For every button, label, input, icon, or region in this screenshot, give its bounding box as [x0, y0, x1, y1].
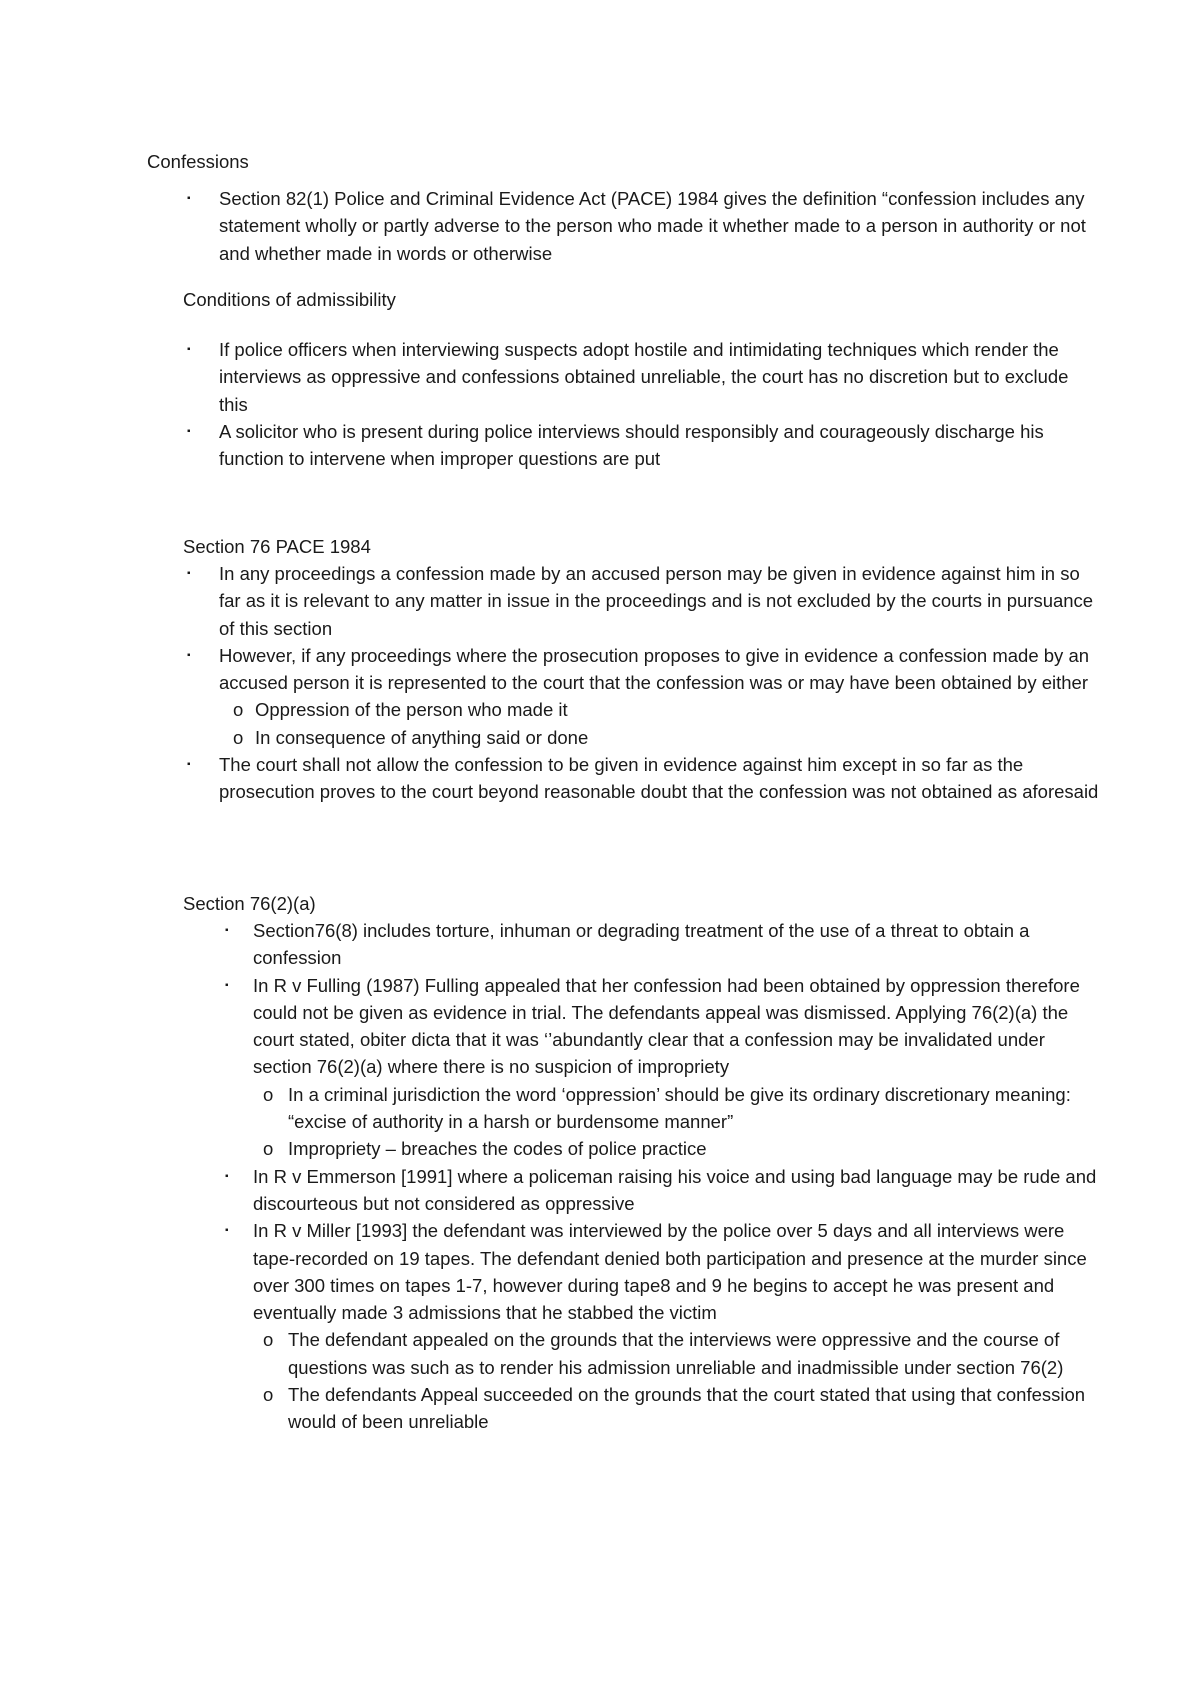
- list-item-text: In R v Fulling (1987) Fulling appealed that her confession had been obtained by oppression therefore could not be given as evidence in trial. The defendants appeal was dismissed. Applying 76(2)(a) the court stated, obiter dicta that it was ‘’abundantly clear that a confession may be invalidated under section 76(2)(a) where there is no suspicion of impropriety: [253, 974, 1080, 1078]
- circle-bullet-icon: o: [263, 1384, 274, 1406]
- sub-list-item-text: The defendant appealed on the grounds that the interviews were oppressive and the course of questions was such as to render his admission unreliable and inadmissible under section 76(2): [288, 1329, 1064, 1378]
- list-item-text: The court shall not allow the confession to be given in evidence against him except in so far as the prosecution proves to the court beyond reasonable doubt that the confession was not obtained as aforesaid: [219, 754, 1099, 803]
- square-bullet-icon: ▪: [187, 759, 191, 771]
- list-item-text: In any proceedings a confession made by an accused person may be given in evidence against him in so far as it is relevant to any matter in issue in the proceedings and is not excluded by the courts in pursuance of this section: [219, 563, 1094, 639]
- list-item-text: If police officers when interviewing suspects adopt hostile and intimidating techniques which render the interviews as oppressive and confessions obtained unreliable, the court has no discretion but to exclude this: [219, 339, 1069, 415]
- list-item: [183, 751, 1099, 806]
- circle-bullet-icon: o: [233, 726, 244, 748]
- square-bullet-icon: ▪: [225, 925, 229, 936]
- square-bullet-icon: ▪: [225, 1170, 229, 1182]
- section-76-list: [183, 560, 1099, 806]
- square-bullet-icon: ▪: [225, 979, 229, 991]
- square-bullet-icon: ▪: [225, 1225, 229, 1237]
- sub-list-item: [217, 1326, 1088, 1381]
- definition-list: [183, 185, 1086, 267]
- sub-list-item: [183, 696, 1075, 723]
- list-item: [217, 1163, 1103, 1218]
- circle-bullet-icon: o: [263, 1329, 274, 1351]
- list-item-text: Section 82(1) Police and Criminal Evidence Act (PACE) 1984 gives the definition “confession includes any statement wholly or partly adverse to the person who made it whether made to a person in authority or not and whether made in words or otherwise: [219, 188, 1086, 264]
- section-heading-section-76-2-a: Section 76(2)(a): [183, 893, 316, 914]
- list-item: [183, 560, 1099, 642]
- list-item: [217, 917, 1103, 972]
- section-heading-admissibility: Conditions of admissibility: [183, 289, 396, 310]
- sub-list-item-text: Impropriety – breaches the codes of police practice: [288, 1138, 707, 1160]
- circle-bullet-icon: o: [263, 1138, 274, 1160]
- sub-list-item-text: In a criminal jurisdiction the word ‘oppression’ should be give its ordinary discretionary meaning: “excise of authority in a harsh or burdensome manner”: [288, 1083, 1071, 1133]
- list-item-text: Section76(8) includes torture, inhuman or degrading treatment of the use of a threat to obtain a confession: [253, 920, 1030, 969]
- list-item: [183, 418, 1099, 473]
- sub-list-item: [217, 1081, 1088, 1136]
- document-title: Confessions: [147, 151, 249, 172]
- list-item-text: A solicitor who is present during police interviews should responsibly and courageously discharge his function to intervene when improper questions are put: [219, 420, 1044, 470]
- sub-list-item: [217, 1135, 1088, 1162]
- sub-list-item: [183, 724, 1075, 751]
- circle-bullet-icon: o: [233, 699, 244, 721]
- list-item: [183, 336, 1099, 418]
- square-bullet-icon: ▪: [187, 649, 191, 661]
- list-item: [183, 642, 1099, 697]
- section-heading-section-76: Section 76 PACE 1984: [183, 536, 371, 557]
- square-bullet-icon: ▪: [187, 568, 191, 579]
- square-bullet-icon: ▪: [187, 193, 191, 204]
- section-76-2-a-list: [217, 917, 1117, 1436]
- list-item-text: In R v Miller [1993] the defendant was interviewed by the police over 5 days and all interviews were tape-recorded on 19 tapes. The defendant denied both participation and presence at the murder since over 300 times on tapes 1-7, however during tape8 and 9 he begins to accept he was present and eventually made 3 admissions that he stabbed the victim: [253, 1220, 1087, 1324]
- admissibility-list: [183, 336, 1083, 472]
- sub-list-item-text: In consequence of anything said or done: [255, 726, 589, 748]
- circle-bullet-icon: o: [263, 1083, 274, 1105]
- sub-list-item-text: Oppression of the person who made it: [255, 699, 568, 721]
- list-item-text: In R v Emmerson [1991] where a policeman raising his voice and using bad language may be rude and discourteous but not considered as oppressive: [253, 1165, 1097, 1214]
- list-item: [217, 1217, 1103, 1326]
- list-item-text: However, if any proceedings where the prosecution proposes to give in evidence a confession made by an accused person it is represented to the court that the confession was or may have been obtained by either: [219, 644, 1090, 694]
- sub-list-item-text: The defendants Appeal succeeded on the grounds that the court stated that using that confession would of been unreliable: [288, 1384, 1086, 1433]
- square-bullet-icon: ▪: [187, 425, 191, 437]
- list-item: [183, 185, 1099, 267]
- list-item: [217, 972, 1103, 1081]
- sub-list-item: [217, 1381, 1088, 1436]
- square-bullet-icon: ▪: [187, 344, 191, 355]
